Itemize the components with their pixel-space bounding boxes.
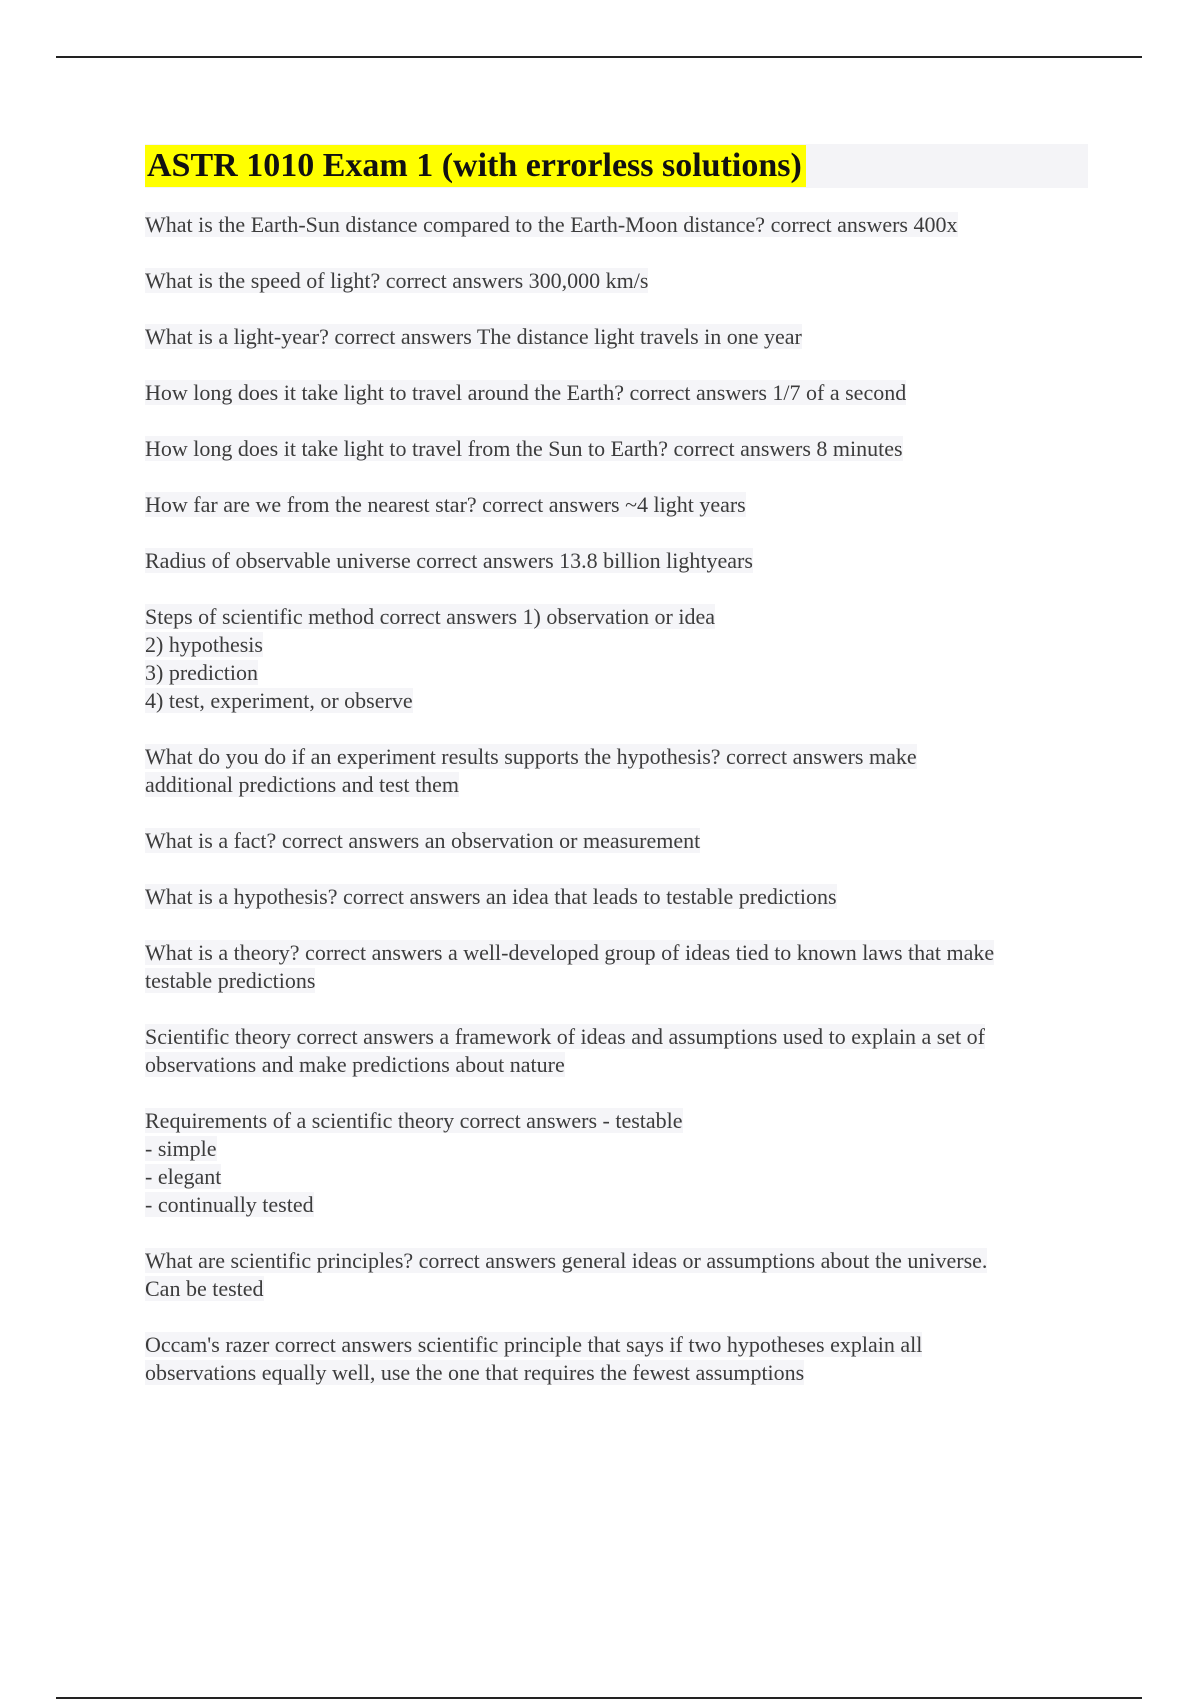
qa-text: What is the Earth-Sun distance compared to the Earth-Moon distance? correct answers 400x xyxy=(145,212,958,237)
qa-text: How long does it take light to travel around the Earth? correct answers 1/7 of a second xyxy=(145,380,907,405)
qa-item xyxy=(145,379,1090,407)
qa-item xyxy=(145,1247,1090,1303)
qa-text: What is the speed of light? correct answers 300,000 km/s xyxy=(145,268,649,293)
qa-item xyxy=(145,1107,1090,1219)
qa-item xyxy=(145,939,1090,995)
qa-item xyxy=(145,827,1090,855)
qa-item xyxy=(145,603,1090,715)
qa-item xyxy=(145,883,1090,911)
qa-text: What are scientific principles? correct answers general ideas or assumptions about the universe. Can be tested xyxy=(145,1248,988,1301)
qa-item xyxy=(145,211,1090,239)
qa-text: What is a theory? correct answers a well-developed group of ideas tied to known laws that make testable predictions xyxy=(145,940,995,993)
qa-item xyxy=(145,435,1090,463)
document-body xyxy=(145,144,1090,1415)
qa-item xyxy=(145,1023,1090,1079)
qa-text: Steps of scientific method correct answers 1) observation or idea 2) hypothesis 3) prediction 4) test, experiment, or observe xyxy=(145,604,715,713)
document-title: ASTR 1010 Exam 1 (with errorless solutions) xyxy=(145,145,806,187)
qa-text: Requirements of a scientific theory correct answers - testable - simple - elegant - continually tested xyxy=(145,1108,683,1217)
qa-text: Radius of observable universe correct answers 13.8 billion lightyears xyxy=(145,548,753,573)
qa-text: How long does it take light to travel from the Sun to Earth? correct answers 8 minutes xyxy=(145,436,903,461)
bottom-rule xyxy=(56,1697,1142,1699)
title-bar xyxy=(145,144,1088,188)
qa-text: What do you do if an experiment results supports the hypothesis? correct answers make additional predictions and test them xyxy=(145,744,917,797)
qa-list xyxy=(145,211,1090,1387)
qa-text: How far are we from the nearest star? correct answers ~4 light years xyxy=(145,492,746,517)
qa-item xyxy=(145,743,1090,799)
qa-text: What is a light-year? correct answers The distance light travels in one year xyxy=(145,324,802,349)
qa-text: What is a fact? correct answers an observation or measurement xyxy=(145,828,701,853)
qa-text: Scientific theory correct answers a framework of ideas and assumptions used to explain a set of observations and make predictions about nature xyxy=(145,1024,986,1077)
qa-item xyxy=(145,323,1090,351)
qa-item xyxy=(145,1331,1090,1387)
qa-text: Occam's razer correct answers scientific principle that says if two hypotheses explain all observations equally well, use the one that requires the fewest assumptions xyxy=(145,1332,923,1385)
top-rule xyxy=(56,56,1142,58)
qa-text: What is a hypothesis? correct answers an idea that leads to testable predictions xyxy=(145,884,837,909)
qa-item xyxy=(145,547,1090,575)
qa-item xyxy=(145,267,1090,295)
qa-item xyxy=(145,491,1090,519)
